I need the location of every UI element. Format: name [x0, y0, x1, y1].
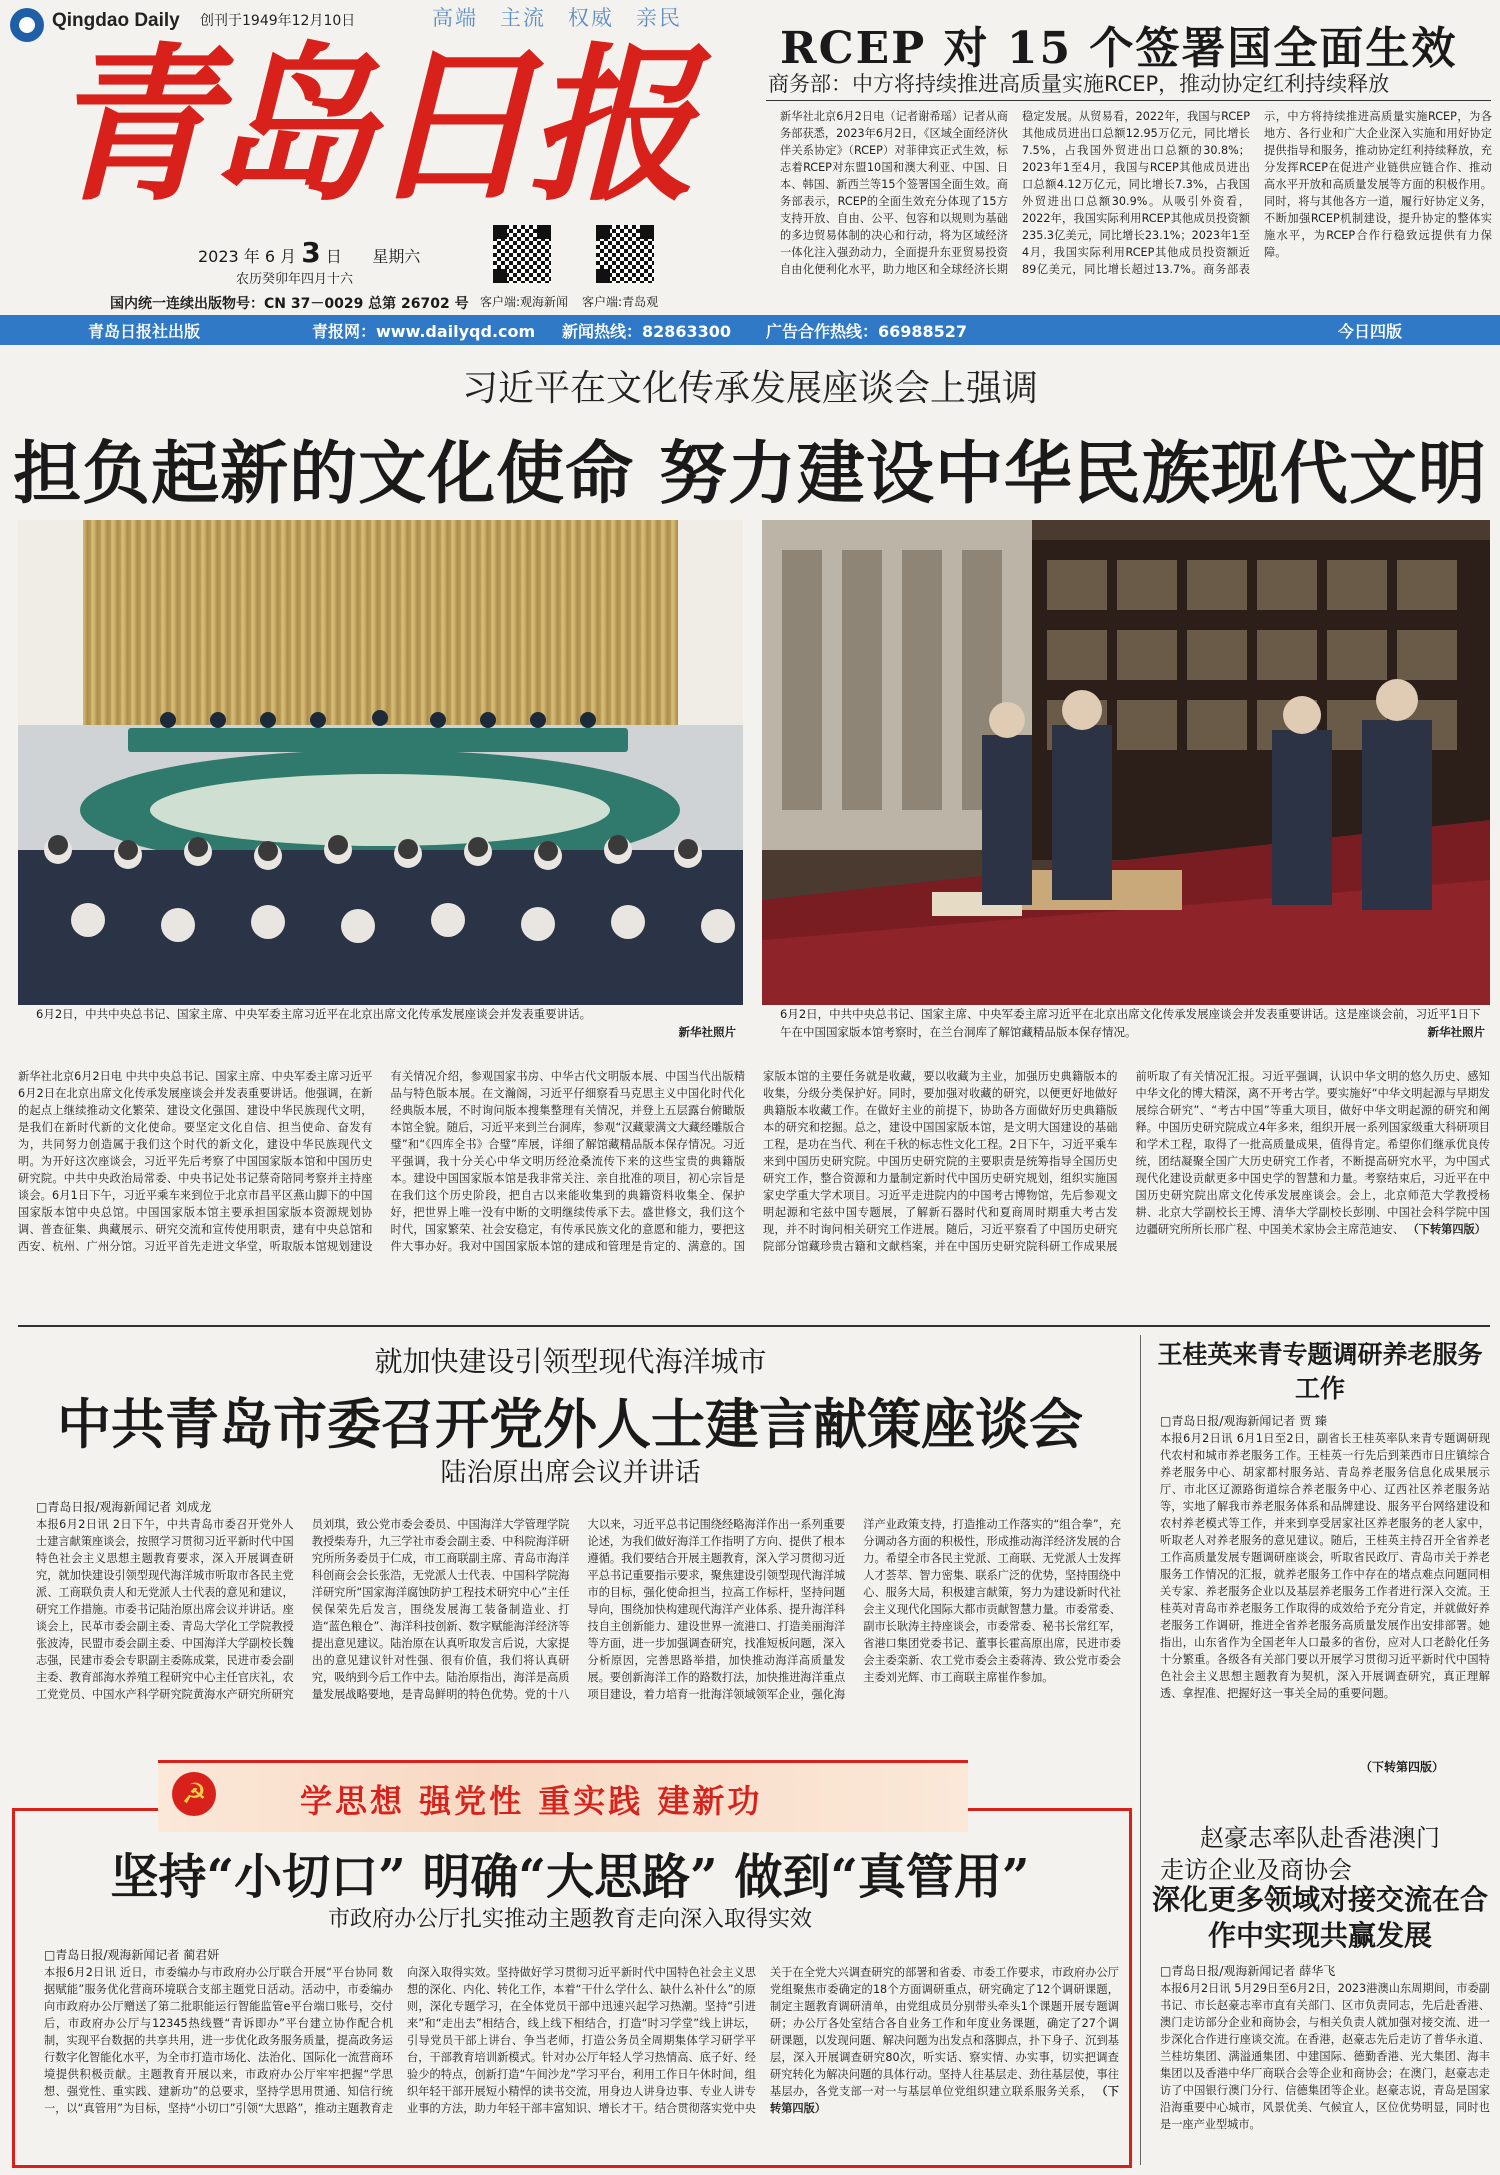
page-count: 今日四版 — [1338, 321, 1403, 341]
wang-article-body: 本报6月2日讯 6月1日至2日，副省长王桂英率队来青专题调研现代农村和城市养老服务工作。王桂英一行先后到莱西市日庄镇综合养老服务中心、胡家都村服务站、青岛养老服务信息化成果展示厅、市北区辽源路街道综合养老服务中心、辽西社区养老服务站等，实地了解我市养老服务体系和品牌建设、服务平台网络建设和农村养老模式等工作，并来到享受居家社区养老服务的老人家中，听取老人对养老服务的意见建议。随后，王桂英主持召开全省养老工作高质量发展专题调研座谈会，听取省民政厅、青岛市关于养老服务工作情况的汇报，就养老服务工作中存在的堵点难点问题同相关专家、养老服务企业以及基层养老服务工作者进行深入交流。王桂英对青岛市养老服务工作取得的成效给予充分肯定，并就做好养老服务工作调研，推进全省养老服务高质量发展作出安排部署。她指出，山东省作为全国老年人口最多的省份，应对人口老龄化任务十分繁重。各级各有关部门要以开展学习贯彻习近平新时代中国特色社会主义思想主题教育为契机，深入开展调查研究，真正理解透、拿捏准、把握好这一事关全局的重要问题。 — [1160, 1432, 1490, 1700]
photo-caption — [36, 1005, 736, 1041]
party-emblem-icon: ☭ — [172, 1772, 216, 1816]
qr-code-icon[interactable] — [596, 225, 654, 283]
cpc-kicker: 就加快建设引领型现代海洋城市 — [374, 1345, 767, 1378]
continued-link[interactable]: （下转第四版） — [1360, 1760, 1445, 1774]
caption-text: 6月2日，中共中央总书记、国家主席、中央军委主席习近平在北京出席文化传承发展座谈会并发表重要讲话。这是座谈会前，习近平1日下午在中国国家版本馆考察时，在兰台洞库了解馆藏精品版本保存情况。 — [780, 1007, 1481, 1039]
info-bar — [0, 315, 1500, 345]
caption-text: 6月2日，中共中央总书记、国家主席、中央军委主席习近平在北京出席文化传承发展座谈会并发表重要讲话。 — [36, 1007, 592, 1021]
website-link[interactable]: 青报网：www.dailyqd.com — [312, 321, 536, 341]
newspaper-logo-icon — [10, 8, 44, 42]
founded-date: 创刊于1949年12月10日 — [200, 13, 356, 29]
masthead — [0, 0, 750, 320]
rcep-subtitle: 商务部：中方将持续推进高质量实施RCEP，推动协定红利持续释放 — [768, 72, 1390, 96]
banner-slogan: 学思想 强党性 重实践 建新功 — [300, 1782, 763, 1820]
photo-credit: 新华社照片 — [678, 1025, 736, 1039]
lead-article-body — [18, 1068, 1490, 1318]
study-article-body — [44, 1964, 1119, 2160]
study-headline[interactable]: 坚持“小切口” 明确“大思路” 做到“真管用” — [110, 1849, 1030, 1905]
continued-link[interactable]: （下转第四版） — [770, 2085, 1119, 2115]
photo-credit: 新华社照片 — [1427, 1025, 1485, 1039]
slogan-item: 权威 — [568, 6, 614, 30]
study-body-text: 本报6月2日讯 近日，市委编办与市政府办公厅联合开展“平台协同 数据赋能”服务优化营商环境联合支部主题党日活动。活动中，市委编办向市政府办公厅赠送了第二批职能运行智能监管e平台端口账号，交付后，市政府办公厅与12345热线暨“青诉即办”平台建立协作配合机制，实现平台数据的共享共用，进一步优化政务服务质量，提高政务运行数字化智能化水平，为全市打造市场化、法治化、国际化一流营商环境提供积极贡献。主题教育开展以来，市政府办公厅牢牢把握“学思想、强党性、重实践、建新功”的总要求，坚持学思用贯通、知信行统一，以“真管用”为目标，坚持“小切口”引领“大思路”，推动主题教育走向深入取得实效。坚持做好学习贯彻习近平新时代中国特色社会主义思想的深化、内化、转化工作，本着“干什么学什么、缺什么补什么”的原则，深化专题学习，在全体党员干部中迅速兴起学习热潮。坚持“引进来”和“走出去”相结合，线上线下相结合，打造“时习学堂”线上讲坛，引导党员干部上讲台、争当老师，打造公务员全周期集体学习研学平台，干部教育培训新模式。针对办公厅年轻人学习热情高、底子好、经验少的特点，创新打造“午间沙龙”学习平台，利用工作日午休时间，组织年轻干部开展短小精悍的读书交流，用身边人讲身边事、专业人讲专业事的方法，助力年轻干部丰富知识、增长才干。结合贯彻落实党中央关于在全党大兴调查研究的部署和省委、市委工作要求，市政府办公厅党组聚焦市委确定的18个方面调研重点，研究确定了12个调研课题，制定主题教育调研清单，由党组成员分别带头牵头1个课题开展专题调研；办公厅各处室结合各自业务工作和年度业务课题，确定了27个调研课题，以发现问题、解决问题为出发点和落脚点，扑下身子、沉到基层，深入开展调查研究80次，听实话、察实情、办实事，切实把调查研究转化为解决问题的具体行动。坚持人往基层走、劲往基层使，事往基层办，各党支部一对一与基层单位党组织建立联系服务关系， — [44, 1966, 1119, 2115]
byline: □青岛日报/观海新闻记者 蔺君妍 — [44, 1948, 220, 1962]
issue-date — [198, 236, 420, 269]
cpc-article-body: 本报6月2日讯 2日下午，中共青岛市委召开党外人士建言献策座谈会，按照学习贯彻习近平新时代中国特色社会主义思想主题教育要求，深入开展调查研究，就加快建设引领型现代海洋城市听取市各民主党派、工商联负责人和无党派人士代表的意见和建议，研究工作措施。市委书记陆治原出席会议并讲话。座谈会上，民革市委会副主委、青岛大学化工学院教授张波涛，民盟市委会副主委、中国海洋大学副校长魏志强，民建市委会专职副主委陈成棠，民进市委会副主委、教育部海水养殖工程研究中心主任官庆礼，农工党党员、中国水产科学研究院黄海水产研究所研究员刘琪，致公党市委会委员、中国海洋大学管理学院教授柴寿升，九三学社市委会副主委、中科院海洋研究所所务委员于仁成，市工商联副主席、青岛市海洋科创商会会长张浩，无党派人士代表、中国科学院海洋研究所“国家海洋腐蚀防护工程技术研究中心”主任侯保荣先后发言，围绕发展海工装备制造业、打造“蓝色粮仓”、海洋科技创新、数字赋能海洋经济等提出意见建议。陆治原在认真听取发言后说，大家提出的意见建议针对性强、很有价值，我们将认真研究，吸纳到今后工作中去。陆治原指出，海洋是高质量发展战略要地，是青岛鲜明的特色优势。党的十八大以来，习近平总书记围绕经略海洋作出一系列重要论述，为我们做好海洋工作指明了方向、提供了根本遵循。我们要结合开展主题教育，深入学习贯彻习近平总书记重要指示要求，聚焦建设引领型现代海洋城市的目标，强化使命担当，拉高工作标杆，坚持问题导向，围绕加快构建现代海洋产业体系、提升海洋科技自主创新能力、建设世界一流港口、打造美丽海洋等方面，进一步加强调查研究，找准短板问题，深入分析原因，完善思路举措，加快推动海洋高质量发展。要创新海洋工作的路数打法，加快推进海洋重点项目建设，着力培育一批海洋领域领军企业，强化海洋产业政策支持，打造推动工作落实的“组合拳”，充分调动各方面的积极性，形成推动海洋经济发展的合力。希望全市各民主党派、工商联、无党派人士发挥人才荟萃、智力密集、联系广泛的优势，坚持围绕中心、服务大局，积极建言献策，努力为建设新时代社会主义现代化国际大都市贡献智慧力量。市委常委、副市长耿涛主持座谈会，市委常委、秘书长常红军，省港口集团党委书记、董事长霍高原出席，民进市委会主委栾新、农工党市委会主委蒋涛、致公党市委会主委刘光辉、市工商联主席崔作参加。 — [36, 1518, 1121, 1701]
column-divider — [1140, 1335, 1141, 2165]
weekday: 星期六 — [372, 247, 421, 266]
rcep-headline: RCEP 对 15 个签署国全面生效 — [780, 23, 1458, 74]
lead-body-text: 新华社北京6月2日电 中共中央总书记、国家主席、中央军委主席习近平6月2日在北京出席文化传承发展座谈会并发表重要讲话。他强调，在新的起点上继续推动文化繁荣、建设文化强国、建设中华民族现代文明，是我们在新时代新的文化使命。要坚定文化自信、担当使命、奋发有为，共同努力创造属于我们这个时代的新文化，建设中华民族现代文明。为开好这次座谈会，习近平先后考察了中国国家版本馆和中国历史研究院。中共中央政治局常委、中央书记处书记蔡奇陪同考察并主持座谈会。6月1日下午，习近平乘车来到位于北京市昌平区燕山脚下的中国国家版本馆中央总馆。中国国家版本馆主要承担国家版本资源规划协调、普查征集、典藏展示、研究交流和宣传使用职责，建有中央总馆和西安、杭州、广州分馆。习近平首先走进文华堂，听取版本馆规划建设有关情况介绍，参观国家书房、中华古代文明版本展、中国当代出版精品与特色版本展。在文瀚阁，习近平仔细察看马克思主义中国化时代化经典版本展，不时询问版本搜集整理有关情况，并登上五层露台俯瞰版本馆全貌。随后，习近平来到兰台洞库，参观“汉藏蒙满文大藏经雕版合璧”和“《四库全书》合璧”库展，详细了解馆藏精品版本保存情况。习近平强调，我十分关心中华文明历经沧桑流传下来的这些宝贵的典籍版本。建设中国国家版本馆是我非常关注、亲自批准的项目，初心宗旨是在我们这个历史阶段，把自古以来能收集到的典籍资料收集全、保护好，把世界上唯一没有中断的文明继续传承下去。盛世修文，我们这个时代，国家繁荣、社会安稳定，有传承民族文化的意愿和能力，要把这件大事办好。我对中国国家版本馆的建成和管理是肯定的、满意的。国家版本馆的主要任务就是收藏，要以收藏为主业，加强历史典籍版本的收集，分级分类保护好。同时，要加强对收藏的研究，以便更好地做好典籍版本收藏工作。在做好主业的前提下，协助各方面做好历史典籍版本的研究和挖掘。总之，建设中国国家版本馆，是文明大国建设的基础工程，是功在当代、利在千秋的标志性文化工程。2日下午，习近平乘车来到中国历史研究院。中国历史研究院的主要职责是统筹指导全国历史研究工作，整合资源和力量制定新时代中国历史研究规划，组织实施国家史学重大学术项目。习近平走进院内的中国考古博物馆，先后参观文明起源和宅兹中国专题展，了解新石器时代和夏商周时期重大考古发现，并不时询问相关研究工作进展。随后，习近平察看了中国历史研究院部分馆藏珍贵古籍和文献档案，并在中国历史研究院科研工作成果展前听取了有关情况汇报。习近平强调，认识中华文明的悠久历史、感知中华文化的博大精深，离不开考古学。要实施好“中华文明起源与早期发展综合研究”、“考古中国”等重大项目，做好中华文明起源的研究和阐释。中国历史研究院成立4年多来，组织开展一系列国家级重大科研项目和学术工程，取得了一批高质量成果，值得肯定。希望你们继承优良传统，团结凝聚全国广大历史研究工作者，不断提高研究水平，为中国式现代化建设贡献更多中国史学的智慧和力量。考察结束后，习近平在中国历史研究院出席文化传承发展座谈会。会上，北京师范大学教授杨耕、北京大学副校长王博、清华大学副校长彭刚、中国社会科学院中国边疆研究所所长邢广程、中国美术家协会主席范迪安、 — [18, 1070, 1490, 1253]
continued-link[interactable]: （下转第四版） — [1407, 1223, 1486, 1236]
paper-name-calligraphy: 青岛日报 — [48, 26, 688, 224]
study-subtitle: 市政府办公厅扎实推动主题教育走向深入取得实效 — [327, 1907, 812, 1932]
zhao-headline[interactable]: 深化更多领域对接交流在合作中实现共赢发展 — [1151, 1883, 1488, 1952]
date-day: 3 — [301, 236, 321, 269]
cpc-subtitle: 陆治原出席会议并讲话 — [440, 1458, 701, 1488]
photo-symposium — [18, 520, 743, 1005]
byline: □青岛日报/观海新闻记者 薛华飞 — [1160, 1964, 1336, 1978]
lunar-date: 农历癸卯年四月十六 — [236, 272, 354, 287]
photo-caption — [780, 1005, 1485, 1041]
divider — [18, 1325, 1490, 1327]
ad-hotline: 广告合作热线：66988527 — [766, 321, 968, 341]
slogan-item: 亲民 — [636, 6, 682, 30]
byline: □青岛日报/观海新闻记者 贾 臻 — [1160, 1414, 1328, 1428]
zhao-article-body: 本报6月2日讯 5月29日至6月2日，2023港澳山东周期间，市委副书记、市长赵豪志率市直有关部门、区市负责同志，先后赴香港、澳门走访部分企业和商协会，与相关负责人就加强对接交流、进一步深化合作进行座谈交流。在香港，赵豪志先后走访了普华永道、兰桂坊集团、满溢通集团、中建国际、德勤香港、光大集团、海丰集团以及香港中华厂商联合会等企业和商协会；在澳门，赵豪志走访了中国银行澳门分行、信德集团等企业。赵豪志说，青岛是国家沿海重要中心城市，风景优美、气候宜人，区位优势明显，同时也是一座产业型城市。 — [1160, 1982, 1490, 2131]
publisher: 青岛日报社出版 — [88, 321, 201, 341]
qr-label: 客户端:观海新闻 — [480, 295, 569, 309]
qr-label: 客户端:青岛观 — [582, 295, 659, 309]
slogan-item: 主流 — [500, 6, 546, 30]
issn-number: 国内统一连续出版物号：CN 37－0029 总第 26702 号 — [110, 296, 469, 312]
qr-code-icon[interactable] — [493, 225, 551, 283]
lead-headline[interactable]: 担负起新的文化使命 努力建设中华民族现代文明 — [13, 434, 1487, 514]
photo-archive-visit — [762, 520, 1490, 1005]
date-prefix: 2023 年 6 月 — [198, 247, 297, 266]
zhao-kicker: 走访企业及商协会 — [1160, 1856, 1352, 1884]
qr-labels — [480, 293, 658, 310]
cpc-headline[interactable]: 中共青岛市委召开党外人士建言献策座谈会 — [57, 1392, 1083, 1456]
rcep-article-body: 新华社北京6月2日电（记者谢希瑶）记者从商务部获悉，2023年6月2日，《区域全面经济伙伴关系协定》（RCEP）对菲律宾正式生效，标志着RCEP对东盟10国和澳大利亚、中国、日本、韩国、新西兰等15个签署国全面生效。商务部表示，RCEP的全面生效充分体现了15方支持开放、自由、公平、包容和以规则为基础的多边贸易体制的决心和行动，将为区域经济一体化注入强劲动力，全面提升东亚贸易投资自由化便利化水平，助力地区和全球经济长期稳定发展。从贸易看，2022年，我国与RCEP其他成员进出口总额12.95万亿元，同比增长7.5%，占我国外贸进出口总额的30.8%；2023年1至4月，我国与RCEP其他成员进出口总额4.12万亿元，同比增长7.3%，占我国外贸进出口总额30.9%。从吸引外资看，2022年，我国实际利用RCEP其他成员投资额235.3亿美元，同比增长23.1%；2023年1至4月，我国实际利用RCEP其他成员投资额近89亿美元，同比增长超过13.7%。商务部表示，中方将持续推进高质量实施RCEP，为各地方、各行业和广大企业深入实施和用好协定提供指导和服务，推动协定红利持续释放，充分发挥RCEP在促进产业链供应链合作、推动高水平开放和高质量发展等方面的积极作用。同时，将与其他各方一道，履行好协定义务，不断加强RCEP机制建设，提升协定的整体实施水平，为RCEP合作行稳致远提供有力保障。 — [780, 110, 1492, 276]
divider — [766, 100, 1491, 101]
zhao-kicker: 赵豪志率队赴香港澳门 — [1200, 1824, 1440, 1852]
news-hotline: 新闻热线：82863300 — [562, 321, 732, 341]
paper-name-en: Qingdao Daily — [52, 10, 180, 31]
wang-headline[interactable]: 王桂英来青专题调研养老服务工作 — [1157, 1340, 1483, 1403]
byline: □青岛日报/观海新闻记者 刘成龙 — [36, 1500, 212, 1514]
date-suffix: 日 — [325, 247, 342, 266]
slogan-item: 高端 — [432, 6, 478, 30]
lead-kicker: 习近平在文化传承发展座谈会上强调 — [461, 368, 1038, 409]
